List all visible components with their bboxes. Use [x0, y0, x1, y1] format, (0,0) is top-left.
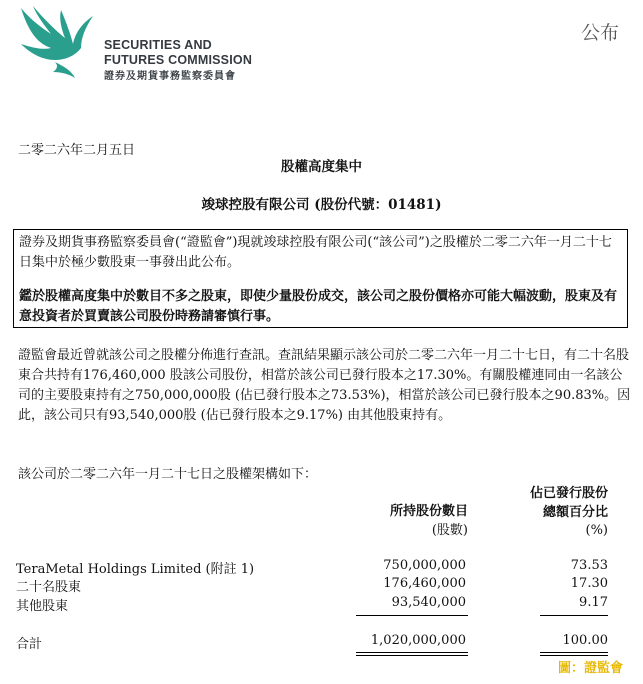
notice-paragraph-2: 鑑於股權高度集中於數目不多之股東，即使少量股份成交，該公司之股份價格亦可能大幅波動，股東及有意投資者於買賣該公司股份時務請審慎行事。 — [19, 289, 618, 324]
row-pct: 73.53 — [570, 558, 608, 573]
row-shares: 750,000,000 — [383, 558, 466, 573]
table-row — [16, 595, 616, 613]
notice-paragraph-1: 證券及期貨事務監察委員會(“證監會”)現就竣球控股有限公司(“該公司”)之股權於二零二六年一月二十七日集中於極少數股東一事發出此公布。 — [19, 235, 612, 270]
total-shares: 1,020,000,000 — [370, 633, 466, 648]
row-label: 二十名股東 — [16, 580, 82, 595]
org-name-zh: 證券及期貨事務監察委員會 — [104, 71, 236, 82]
doc-tag: 公布 — [580, 23, 619, 44]
row-shares: 93,540,000 — [391, 595, 466, 610]
row-shares: 176,460,000 — [383, 576, 466, 591]
row-pct: 9.17 — [579, 595, 608, 610]
photo-credit: 圖：證監會 — [557, 660, 623, 675]
total-row — [16, 633, 616, 651]
col1-header: 所持股份數目 — [389, 504, 468, 519]
doc-date: 二零二六年二月五日 — [18, 143, 136, 158]
sfc-logo-icon — [15, 4, 107, 86]
col2-header-line1: 佔已發行股份 — [529, 486, 608, 501]
subtotal-rule-col2 — [540, 615, 608, 616]
subtotal-rule-col1 — [356, 615, 468, 616]
row-label: TeraMetal Holdings Limited (附註 1) — [16, 562, 255, 577]
total-double-rule-col2 — [540, 652, 608, 656]
org-name-en-line1: SECURITIES AND — [104, 38, 212, 52]
table-row — [16, 558, 616, 576]
total-pct: 100.00 — [562, 633, 608, 648]
total-label: 合計 — [16, 637, 43, 652]
org-name-en — [104, 38, 252, 68]
table-intro: 該公司於二零二六年一月二十七日之股權架構如下： — [18, 467, 318, 482]
total-double-rule-col1 — [356, 652, 468, 656]
org-name-en-line2: FUTURES COMMISSION — [104, 53, 253, 67]
doc-title: 股權高度集中 — [281, 159, 362, 175]
row-pct: 17.30 — [570, 576, 608, 591]
col2-header-line2: 總額百分比 — [542, 505, 608, 520]
body-paragraph: 證監會最近曾就該公司之股權分佈進行查訊。查訊結果顯示該公司於二零二六年一月二十七日，有二十名股東合共持有176,460,000 股該公司股份，相當於該公司已發行股本之17.30%。有關股權連同由一名該公司的主要股東持有之750,000,000股 (佔已發行股本之73.53%)，相當於該公司已發行股本之90.83%。因此，該公司只有93,540,000股 (佔已發行股本之9.17%) 由其他股東持有。 — [18, 348, 631, 423]
col2-unit: (%) — [585, 523, 608, 538]
col1-unit: (股數) — [431, 523, 468, 538]
table-row — [16, 576, 616, 594]
row-label: 其他股東 — [16, 599, 69, 614]
company-line: 竣球控股有限公司 (股份代號：01481) — [201, 197, 442, 213]
